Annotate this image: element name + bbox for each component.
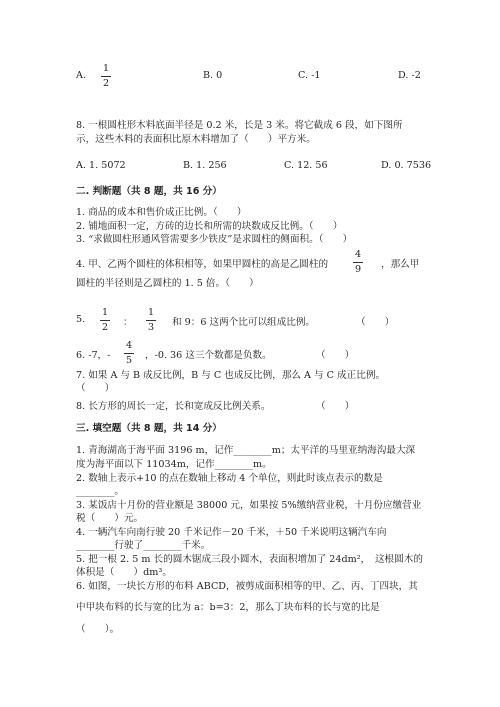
- fraction-numerator: 1: [102, 63, 110, 74]
- s3-q3-line2: 税（ ）元。: [76, 513, 144, 524]
- s2-q5-label: 5.: [76, 314, 86, 325]
- s2-q6-paren: （ ）: [316, 350, 355, 361]
- fraction-denominator: 9: [354, 264, 362, 275]
- section2-heading: 二. 判断题（共 8 题，共 16 分）: [76, 186, 222, 197]
- q7-option-c: C. -1: [298, 70, 321, 81]
- s3-q6-line1: 6. 如图，一块长方形的布料 ABCD，被剪成面积相等的甲、乙、丙、丁四块，其: [76, 581, 418, 592]
- s2-q5-fraction-1: [100, 307, 110, 334]
- fraction-bar: [146, 320, 156, 321]
- s3-q1-line2: 度为海平面以下 11034m，记作________m。: [76, 459, 272, 470]
- s2-q6-part1: 6. -7，-: [76, 350, 111, 361]
- s2-q5-rest: 和 9：6 这两个比可以组成比例。: [172, 317, 316, 328]
- fraction-bar: [124, 353, 134, 354]
- s3-q2-line1: 2. 数轴上表示+10 的点在数轴上移动 4 个单位，则此时该点表示的数是: [76, 473, 383, 484]
- q8-option-a: A. 1. 5072: [76, 160, 126, 171]
- fraction-denominator: 2: [102, 78, 110, 89]
- fraction-denominator: 2: [101, 322, 109, 333]
- s3-q4-line1: 4. 一辆汽车向南行驶 20 千米记作－20 千米，＋50 千米说明这辆汽车向: [76, 527, 387, 538]
- q7-option-d: D. -2: [398, 70, 421, 81]
- s2-q8-paren: （ ）: [316, 401, 355, 412]
- s3-q4-line2: ________行驶了________千米。: [76, 540, 211, 551]
- s2-q3: 3. “求做圆柱形通风管需要多少铁皮”是求圆柱的侧面积。（ ）: [76, 234, 353, 245]
- s2-q5-paren: （ ）: [356, 317, 395, 328]
- s2-q5-fraction-2: [146, 307, 156, 334]
- q8-option-d: D. 0. 7536: [381, 160, 432, 171]
- s3-q6-line3: （ ）。: [76, 624, 120, 635]
- s2-q1: 1. 商品的成本和售价成正比例。（ ）: [76, 207, 247, 218]
- s2-q4-part2: ，那么甲: [381, 259, 420, 270]
- s3-q3-line1: 3. 某饭店十月份的营业额是 38000 元，如果按 5%缴纳营业税，十月份应缴营业: [76, 500, 422, 511]
- q8-line1: 8. 一根圆柱形木料底面半径是 0.2 米，长是 3 米。将它截成 6 段，如下图所: [76, 120, 403, 131]
- s2-q5-colon: ：: [123, 317, 133, 328]
- fraction-bar: [353, 262, 363, 263]
- fraction-numerator: 1: [101, 307, 109, 318]
- q8-line2: 示，这些木料的表面积比原木料增加了（ ）平方米。: [76, 134, 316, 145]
- s2-q4-line2: 圆柱的半径则是乙圆柱的 1. 5 倍。（ ）: [76, 278, 259, 289]
- s2-q2: 2. 铺地面积一定，方砖的边长和所需的块数成反比例。（ ）: [76, 221, 343, 232]
- s3-q5-line2: 体积是（ ）dm³。: [76, 567, 172, 578]
- s2-q6-part2: ，-0. 36 这三个数都是负数。: [145, 350, 272, 361]
- fraction-numerator: 1: [147, 307, 155, 318]
- s3-q6-line2: 中甲块布料的长与宽的比为 a：b=3：2，那么丁块布料的长与宽的比是: [76, 602, 380, 613]
- s2-q7-line1: 7. 如果 A 与 B 成反比例，B 与 C 也成反比例，那么 A 与 C 成正比例。: [76, 370, 386, 381]
- q8-option-b: B. 1. 256: [183, 160, 227, 171]
- s2-q4-part1: 4. 甲、乙两个圆柱的体积相等，如果甲圆柱的高是乙圆柱的: [76, 259, 329, 270]
- fraction-denominator: 3: [147, 322, 155, 333]
- fraction-bar: [101, 76, 111, 77]
- section3-heading: 三. 填空题（共 8 题，共 14 分）: [76, 423, 222, 434]
- s2-q4-fraction: [353, 249, 363, 276]
- s2-q6-fraction: [124, 340, 134, 367]
- s3-q2-line2: ________。: [76, 486, 124, 497]
- q7-option-a-label: A.: [76, 70, 86, 81]
- fraction-bar: [100, 320, 110, 321]
- s2-q7-line2: （ ）: [76, 383, 115, 394]
- s3-q5-line1: 5. 把一根 2. 5 m 长的圆木锯成三段小圆木，表面积增加了 24dm²， 这根圆木的: [76, 554, 423, 565]
- s3-q1-line1: 1. 青海湖高于海平面 3196 m，记作________m；太平洋的马里亚纳海沟最大深: [76, 445, 416, 456]
- q7-option-a-fraction: [101, 63, 111, 90]
- s2-q8: 8. 长方形的周长一定，长和宽成反比例关系。: [76, 401, 271, 412]
- fraction-denominator: 5: [125, 355, 133, 366]
- q8-option-c: C. 12. 56: [284, 160, 328, 171]
- fraction-numerator: 4: [354, 249, 362, 260]
- q7-option-b: B. 0: [203, 70, 223, 81]
- fraction-numerator: 4: [125, 340, 133, 351]
